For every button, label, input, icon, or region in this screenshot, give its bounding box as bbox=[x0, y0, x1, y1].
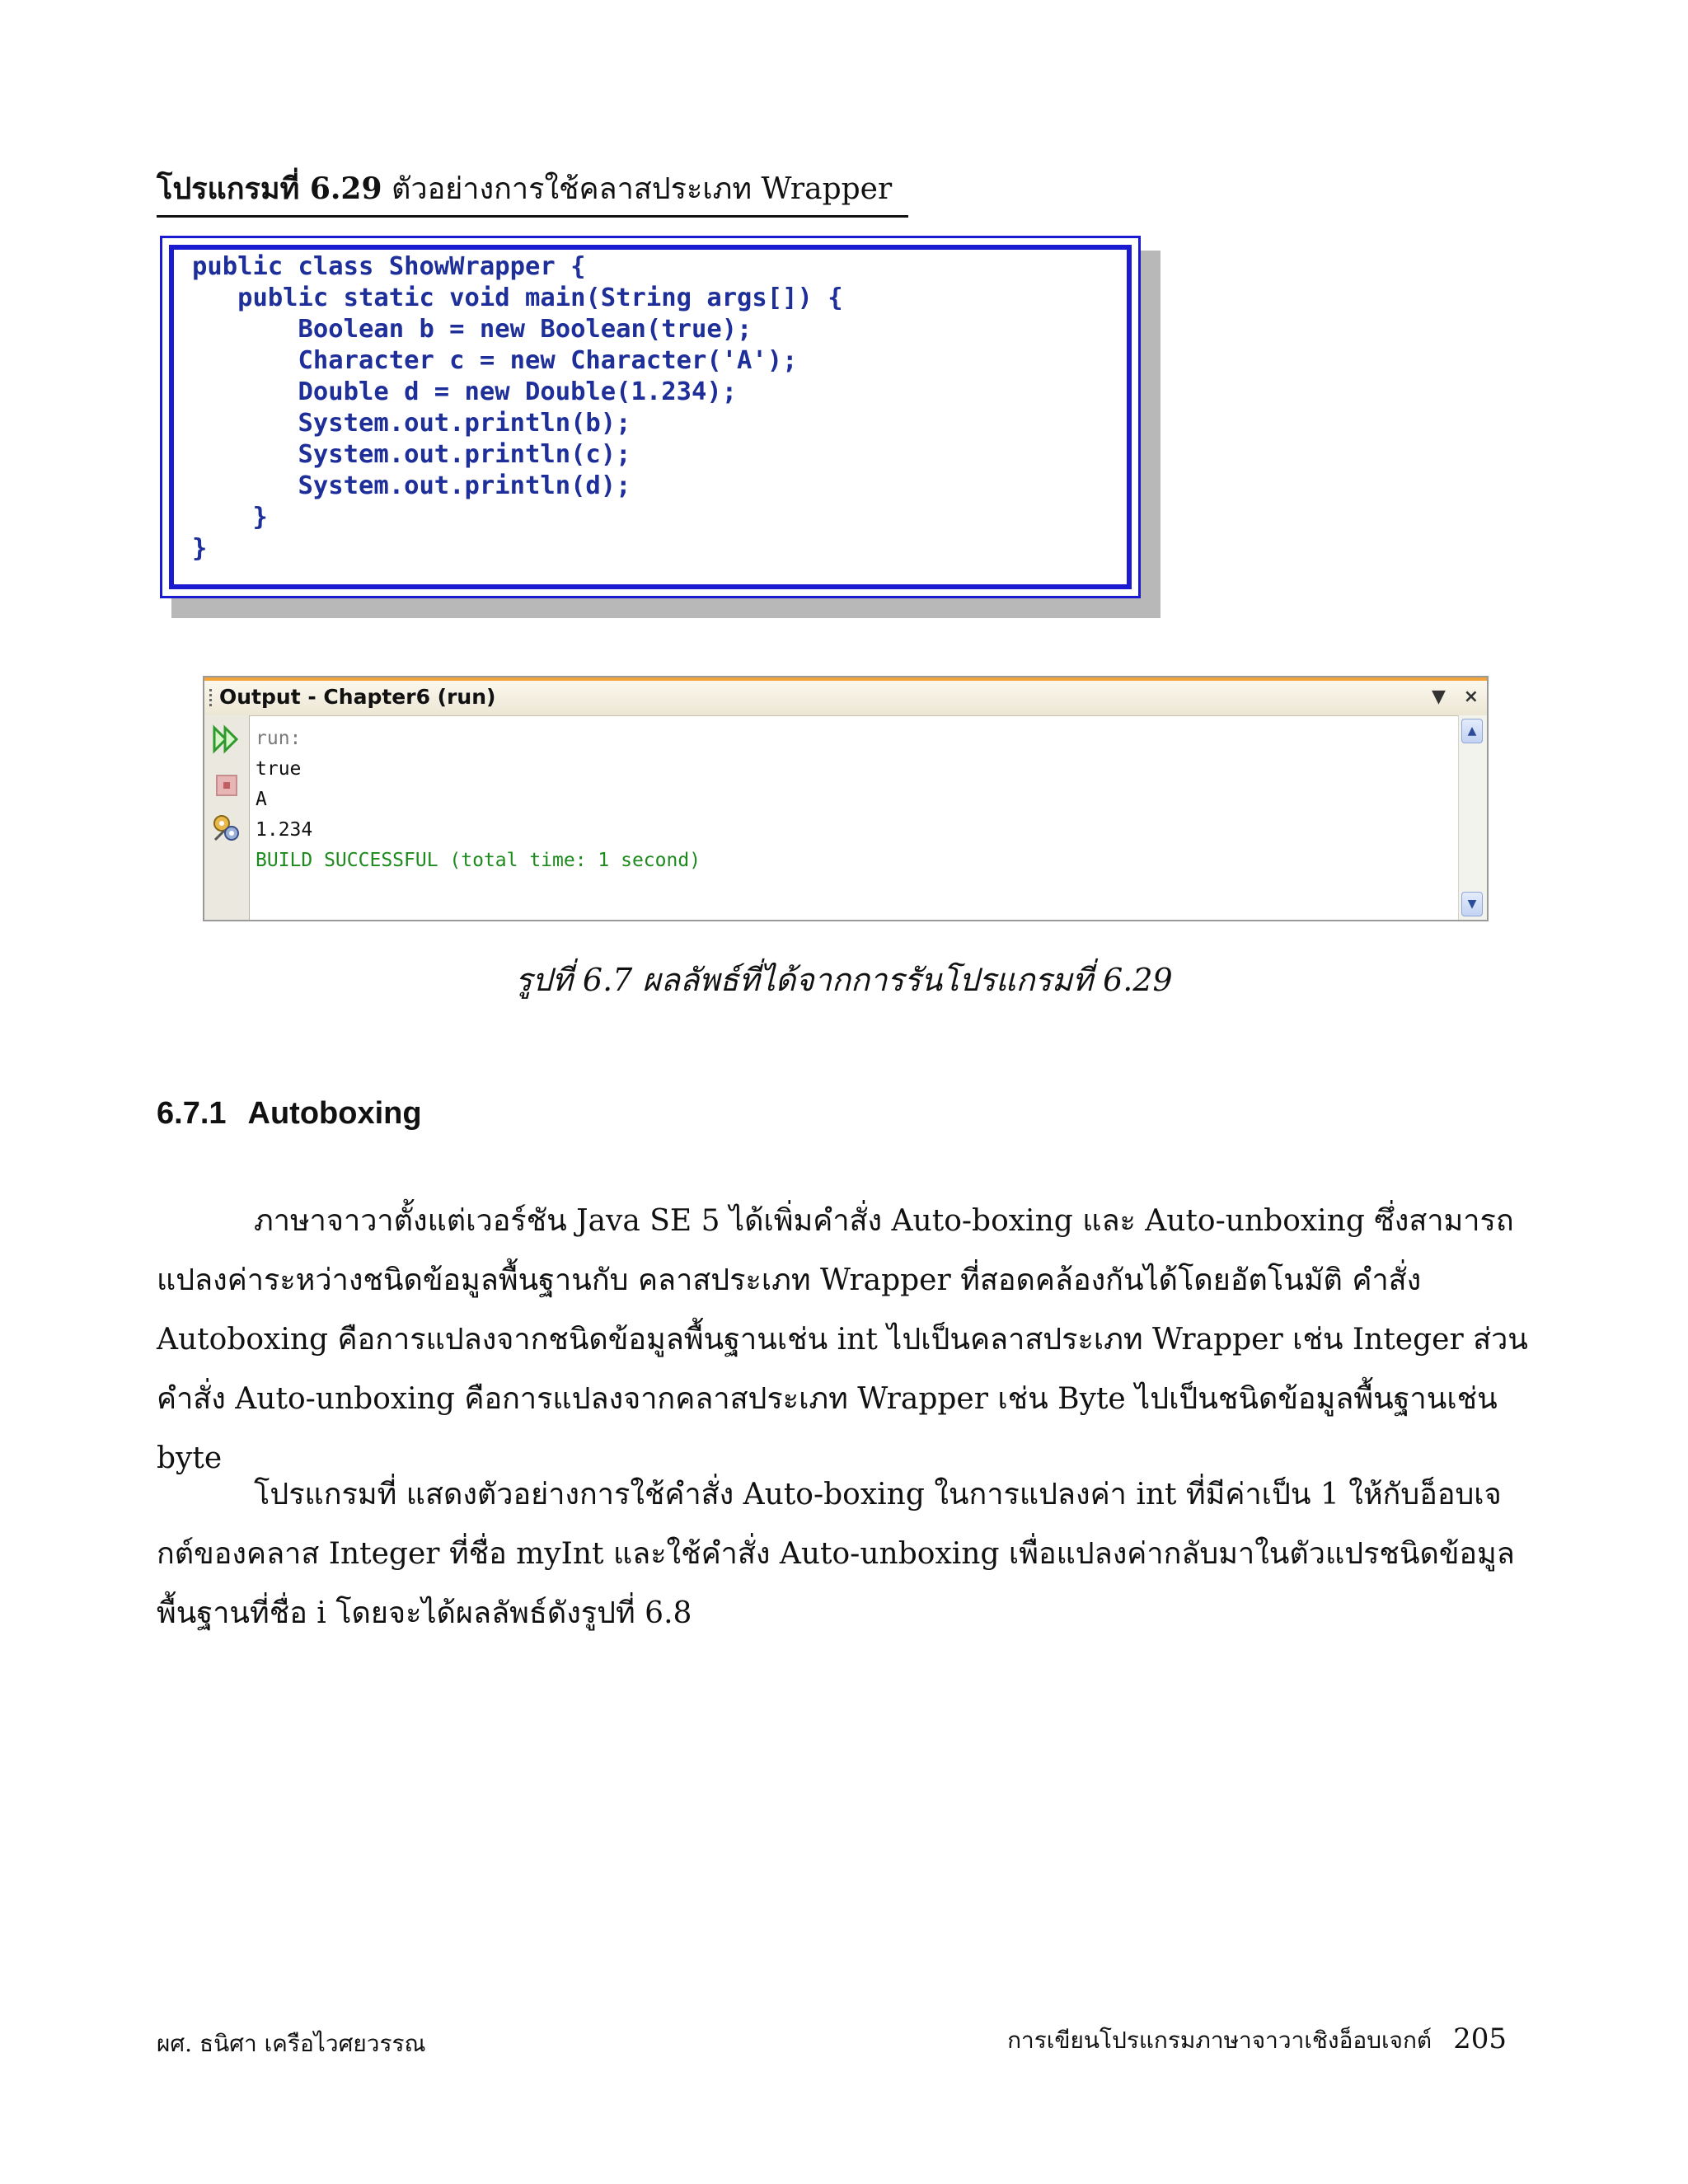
paragraph bbox=[157, 1465, 1533, 1643]
paragraph-text: โปรแกรมที่ แสดงตัวอย่างการใช้คำสั่ง Auto-boxing ในการแปลงค่า int ที่มีค่าเป็น 1 ให้กับอ็อบเจกต์ของคลาส Integer ที่ชื่อ myInt และใช้คำสั่ง Auto-unboxing เพื่อแปลงค่ากลับมาในตัวแปรชนิดข้อมูลพื้นฐานที่ชื่อ i โดยจะได้ผลลัพธ์ดังรูปที่ 6.8 bbox=[157, 1478, 1515, 1630]
code-line: Boolean b = new Boolean(true); bbox=[192, 315, 753, 344]
vertical-scrollbar[interactable] bbox=[1458, 715, 1487, 920]
program-caption bbox=[157, 165, 908, 218]
output-line: run: bbox=[256, 728, 302, 749]
code-line: public static void main(String args[]) { bbox=[192, 284, 843, 312]
code-line: public class ShowWrapper { bbox=[192, 252, 586, 281]
build-status-line: BUILD SUCCESSFUL (total time: 1 second) bbox=[256, 850, 701, 871]
code-line: Double d = new Double(1.234); bbox=[192, 377, 738, 406]
scroll-down-icon[interactable]: ▼ bbox=[1461, 892, 1483, 916]
settings-icon[interactable] bbox=[211, 813, 242, 844]
figure-caption: รูปที่ 6.7 ผลลัพธ์ที่ได้จากการรันโปรแกรมที่ 6.29 bbox=[515, 962, 1173, 998]
code-line: System.out.println(b); bbox=[192, 409, 631, 438]
minimize-dropdown-icon[interactable]: ▼ bbox=[1431, 687, 1446, 707]
code-line: Character c = new Character('A'); bbox=[192, 346, 798, 375]
code-line: } bbox=[192, 503, 268, 532]
output-line: 1.234 bbox=[256, 819, 313, 841]
stop-icon[interactable] bbox=[211, 770, 242, 801]
output-line: A bbox=[256, 789, 267, 810]
output-toolbar bbox=[204, 715, 250, 920]
drag-grip-icon[interactable] bbox=[209, 689, 212, 707]
output-line: true bbox=[256, 758, 302, 780]
run-again-icon[interactable] bbox=[211, 724, 242, 755]
close-icon[interactable]: × bbox=[1463, 687, 1479, 707]
code-line: System.out.println(c); bbox=[192, 440, 631, 469]
section-number: 6.7.1 bbox=[157, 1096, 227, 1131]
program-caption-label: โปรแกรมที่ 6.29 bbox=[157, 171, 382, 206]
output-window bbox=[203, 676, 1489, 921]
footer-book-info bbox=[1007, 2022, 1507, 2059]
paragraph-text: ภาษาจาวาตั้งแต่เวอร์ชัน Java SE 5 ได้เพิ่มคำสั่ง Auto-boxing และ Auto-unboxing ซึ่งสามารถแปลงค่าระหว่างชนิดข้อมูลพื้นฐานกับ คลาสประเภท Wrapper ที่สอดคล้องกันได้โดยอัตโนมัติ คำสั่ง Autoboxing คือการแปลงจากชนิดข้อมูลพื้นฐานเช่น int ไปเป็นคลาสประเภท Wrapper เช่น Integer ส่วนคำสั่ง Auto-unboxing คือการแปลงจากคลาสประเภท Wrapper เช่น Byte ไปเป็นชนิดข้อมูลพื้นฐานเช่น byte bbox=[157, 1204, 1528, 1475]
footer-book-title: การเขียนโปรแกรมภาษาจาวาเชิงอ็อบเจกต์ bbox=[1007, 2027, 1432, 2054]
section-heading bbox=[157, 1096, 422, 1132]
paragraph bbox=[157, 1192, 1533, 1488]
program-caption-text: ตัวอย่างการใช้คลาสประเภท Wrapper bbox=[392, 172, 893, 206]
output-window-titlebar bbox=[204, 677, 1487, 716]
code-line: } bbox=[192, 534, 208, 563]
page-number: 205 bbox=[1453, 2022, 1507, 2055]
code-listing-box bbox=[160, 236, 1141, 598]
scroll-up-icon[interactable]: ▲ bbox=[1461, 719, 1483, 743]
section-title: Autoboxing bbox=[247, 1096, 422, 1131]
code-line: System.out.println(d); bbox=[192, 471, 631, 500]
code-listing bbox=[192, 251, 843, 565]
footer-author: ผศ. ธนิศา เครือไวศยวรรณ bbox=[157, 2030, 426, 2057]
output-window-title: Output - Chapter6 (run) bbox=[219, 685, 496, 709]
output-console bbox=[256, 724, 701, 876]
